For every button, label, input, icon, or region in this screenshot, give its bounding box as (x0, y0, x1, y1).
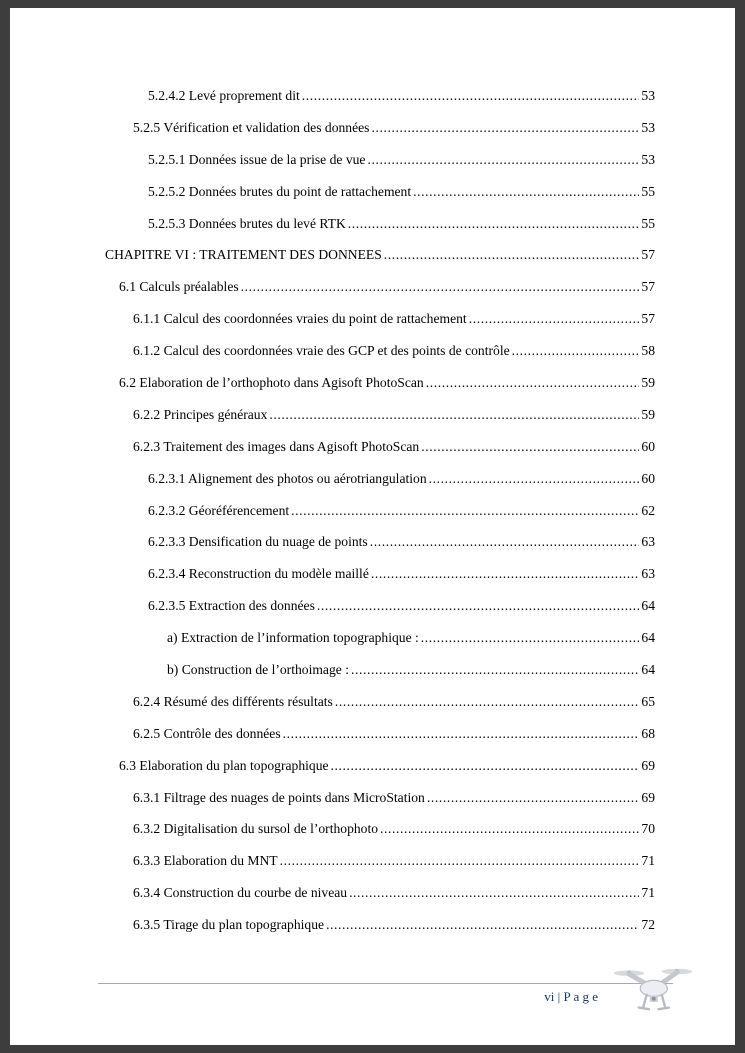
toc-entry[interactable] (105, 407, 655, 439)
toc-entry[interactable] (105, 503, 655, 535)
toc-entry-page: 64 (641, 630, 655, 646)
dot-leader (335, 694, 640, 710)
toc-entry-page: 57 (641, 279, 655, 295)
dot-leader (384, 247, 640, 263)
toc-entry[interactable] (105, 630, 655, 662)
dot-leader (469, 311, 640, 327)
toc-entry[interactable] (105, 566, 655, 598)
toc-entry-page: 63 (641, 566, 655, 582)
toc-entry-label: 6.1.2 Calcul des coordonnées vraie des GCP et des points de contrôle (133, 343, 510, 359)
dot-leader (348, 216, 640, 232)
toc-entry-page: 64 (641, 598, 655, 614)
toc-entry-label: 6.3.5 Tirage du plan topographique (133, 917, 325, 933)
toc-entry-page: 53 (641, 151, 655, 167)
toc-entry-label: 6.1 Calculs préalables (119, 279, 239, 295)
toc-entry-label: 6.2.3.3 Densification du nuage de points (148, 534, 368, 550)
toc-entry-label: 5.2.5.1 Données issue de la prise de vue (148, 151, 366, 167)
dot-leader (241, 279, 640, 295)
toc-entry[interactable] (105, 279, 655, 311)
document-page (10, 8, 735, 1045)
toc-entry-label: 6.3.2 Digitalisation du sursol de l’orthophoto (133, 821, 379, 837)
toc-entry-label: 6.3.3 Elaboration du MNT (133, 853, 278, 869)
dot-leader (429, 471, 640, 487)
toc-entry-label: 6.2.5 Contrôle des données (133, 725, 281, 741)
drone-icon (613, 961, 693, 1019)
toc-entry-page: 68 (641, 725, 655, 741)
toc-entry-label: 6.2.3 Traitement des images dans Agisoft PhotoScan (133, 438, 420, 454)
dot-leader (367, 152, 639, 168)
toc-entry-page: 71 (641, 885, 655, 901)
toc-entry-page: 59 (641, 406, 655, 422)
toc-entry-page: 58 (641, 343, 655, 359)
toc-entry[interactable] (105, 216, 655, 248)
toc-entry-label: 6.2.3.1 Alignement des photos ou aérotriangulation (148, 470, 427, 486)
toc-entry-label: b) Construction de l’orthoimage : (167, 662, 349, 678)
toc-entry[interactable] (105, 726, 655, 758)
dot-leader (413, 184, 639, 200)
toc-entry-label: 6.1.1 Calcul des coordonnées vraies du point de rattachement (133, 311, 467, 327)
toc-entry[interactable] (105, 184, 655, 216)
toc-entry-label: 6.2.3.2 Géoréférencement (148, 502, 290, 518)
toc-entry-page: 59 (641, 375, 655, 391)
dot-leader (380, 821, 639, 837)
toc-entry[interactable] (105, 598, 655, 630)
toc-entry[interactable] (105, 375, 655, 407)
toc-entry-page: 57 (641, 311, 655, 327)
toc-entry-page: 63 (641, 534, 655, 550)
toc-entry-page: 69 (641, 789, 655, 805)
toc-entry[interactable] (105, 152, 655, 184)
toc-entry-page: 53 (641, 88, 655, 103)
toc-entry-label: 6.2.2 Principes généraux (133, 406, 268, 422)
toc-entry[interactable] (105, 247, 655, 279)
toc-entry[interactable] (105, 853, 655, 885)
toc-entry-page: 65 (641, 693, 655, 709)
toc-entry-page: 62 (641, 502, 655, 518)
page-number-label: vi | P a g e (544, 989, 598, 1004)
toc-entry[interactable] (105, 694, 655, 726)
toc-entry-label: 6.2.4 Résumé des différents résultats (133, 693, 333, 709)
toc-entry[interactable] (105, 343, 655, 375)
toc-entry[interactable] (105, 471, 655, 503)
toc-entry-label: 5.2.5.3 Données brutes du levé RTK (148, 215, 346, 231)
toc-entry-page: 55 (641, 183, 655, 199)
toc-entry-page: 64 (641, 662, 655, 678)
toc-entry-label: 6.3.4 Construction du courbe de niveau (133, 885, 348, 901)
dot-leader (421, 439, 639, 455)
dot-leader (351, 662, 639, 678)
toc-entry-page: 72 (641, 917, 655, 933)
dot-leader (349, 885, 639, 901)
toc-entry[interactable] (105, 88, 655, 120)
toc-entry-page: 71 (641, 853, 655, 869)
toc-entry-label: 6.2 Elaboration de l’orthophoto dans Agisoft PhotoScan (119, 375, 424, 391)
toc-entry-label: 5.2.5.2 Données brutes du point de rattachement (148, 183, 412, 199)
toc-entry-label: 6.2.3.5 Extraction des données (148, 598, 315, 614)
dot-leader (317, 598, 640, 614)
dot-leader (326, 917, 639, 933)
dot-leader (512, 343, 640, 359)
toc-entry[interactable] (105, 758, 655, 790)
toc-entry[interactable] (105, 885, 655, 917)
dot-leader (280, 853, 640, 869)
toc-entry[interactable] (105, 311, 655, 343)
dot-leader (302, 88, 640, 104)
dot-leader (331, 758, 640, 774)
dot-leader (427, 790, 640, 806)
toc-entry-label: 6.2.3.4 Reconstruction du modèle maillé (148, 566, 369, 582)
toc-entry-page: 69 (641, 757, 655, 773)
toc-entry-page: 60 (641, 470, 655, 486)
toc-entry-label: 5.2.4.2 Levé proprement dit (148, 88, 300, 103)
dot-leader (283, 726, 640, 742)
toc-entry-page: 57 (641, 247, 655, 263)
dot-leader (371, 120, 639, 136)
toc-entry[interactable] (105, 439, 655, 471)
table-of-contents (10, 8, 735, 949)
toc-entry[interactable] (105, 790, 655, 822)
toc-entry[interactable] (105, 917, 655, 949)
toc-entry-label: 6.3 Elaboration du plan topographique (119, 757, 329, 773)
toc-entry-page: 53 (641, 119, 655, 135)
toc-entry[interactable] (105, 821, 655, 853)
toc-entry-label: 6.3.1 Filtrage des nuages de points dans MicroStation (133, 789, 425, 805)
dot-leader (421, 630, 640, 646)
toc-entry-page: 70 (641, 821, 655, 837)
toc-entry[interactable] (105, 534, 655, 566)
dot-leader (269, 407, 639, 423)
toc-entry-label: 5.2.5 Vérification et validation des données (133, 119, 370, 135)
page-footer (98, 983, 673, 1005)
dot-leader (371, 566, 640, 582)
toc-entry-page: 60 (641, 438, 655, 454)
dot-leader (426, 375, 640, 391)
toc-entry-page: 55 (641, 215, 655, 231)
dot-leader (370, 534, 640, 550)
toc-entry[interactable] (105, 662, 655, 694)
toc-entry[interactable] (105, 120, 655, 152)
toc-entry-label: a) Extraction de l’information topographique : (167, 630, 419, 646)
dot-leader (291, 503, 639, 519)
toc-entry-label: CHAPITRE VI : TRAITEMENT DES DONNEES (105, 247, 382, 263)
